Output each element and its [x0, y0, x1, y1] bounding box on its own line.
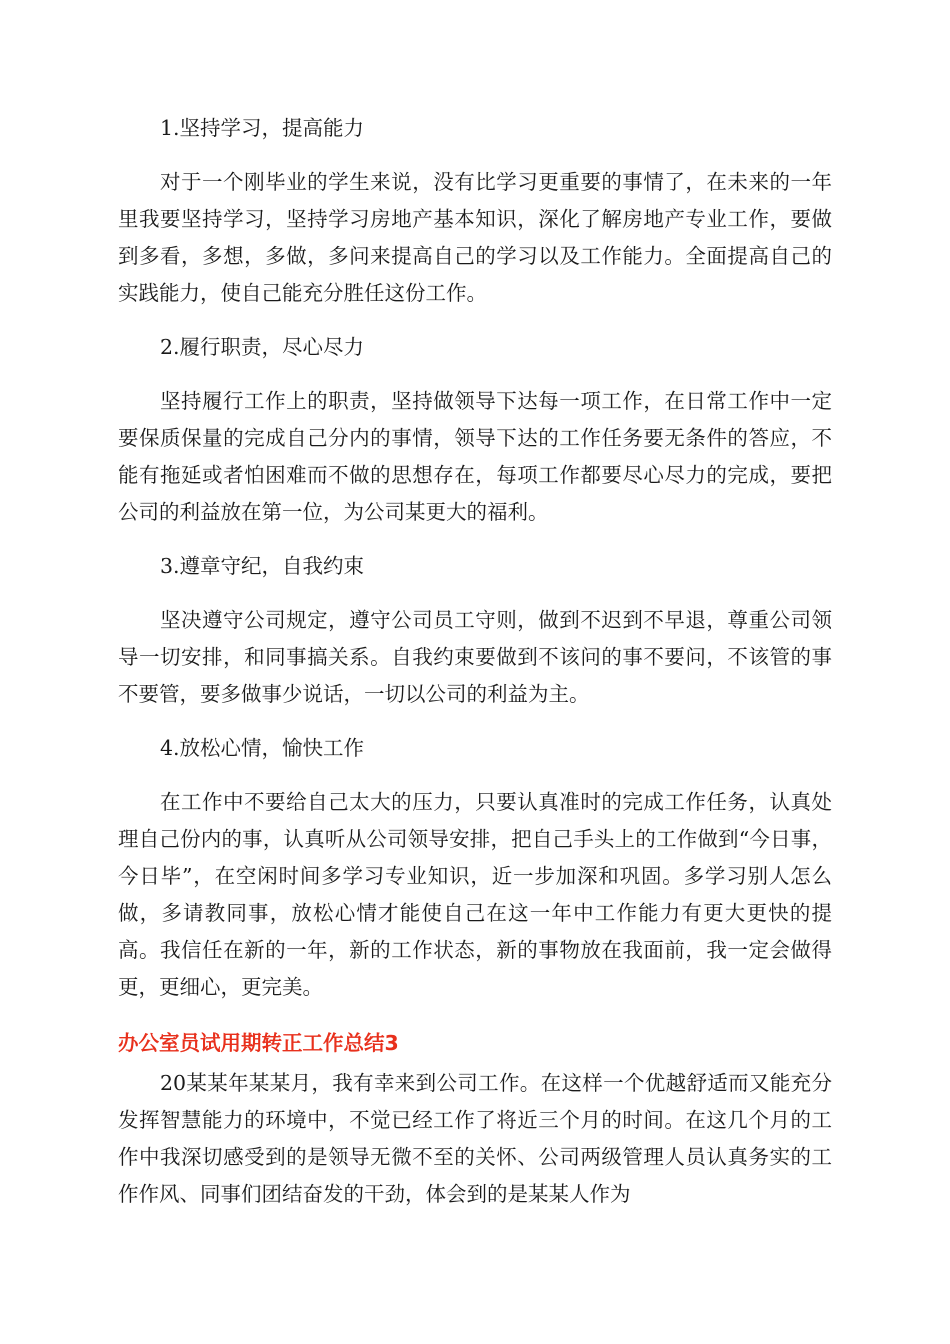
section-paragraph-2: 坚持履行工作上的职责，坚持做领导下达每一项工作，在日常工作中一定要保质保量的完成自己分内的事情，领导下达的工作任务要无条件的答应，不能有拖延或者怕困难而不做的思想存在，每项工作都要尽心尽力的完成，要把公司的利益放在第一位，为公司某更大的福利。 [118, 389, 832, 524]
section-heading-2: 2.履行职责，尽心尽力 [160, 335, 365, 359]
article-intro-paragraph: 20某某年某某月，我有幸来到公司工作。在这样一个优越舒适而又能充分发挥智慧能力的环境中，不觉已经工作了将近三个月的时间。在这几个月的工作中我深切感受到的是领导无微不至的关怀、公司两级管理人员认真务实的工作作风、同事们团结奋发的干劲，体会到的是某某人作为 [118, 1071, 832, 1206]
section-heading-3: 3.遵章守纪，自我约束 [160, 554, 365, 578]
section-heading-4: 4.放松心情，愉快工作 [160, 736, 365, 760]
section-paragraph-3: 坚决遵守公司规定，遵守公司员工守则，做到不迟到不早退，尊重公司领导一切安排，和同事搞关系。自我约束要做到不该问的事不要问，不该管的事不要管，要多做事少说话，一切以公司的利益为主。 [118, 608, 832, 706]
section-paragraph-4: 在工作中不要给自己太大的压力，只要认真准时的完成工作任务，认真处理自己份内的事，认真听从公司领导安排，把自己手头上的工作做到“今日事，今日毕”，在空闲时间多学习专业知识，近一步加深和巩固。多学习别人怎么做，多请教同事，放松心情才能使自己在这一年中工作能力有更大更快的提高。我信任在新的一年，新的工作状态，新的事物放在我面前，我一定会做得更，更细心，更完美。 [118, 790, 832, 999]
section-paragraph-1: 对于一个刚毕业的学生来说，没有比学习更重要的事情了，在未来的一年里我要坚持学习，坚持学习房地产基本知识，深化了解房地产专业工作，要做到多看，多想，多做，多问来提高自己的学习以及工作能力。全面提高自己的实践能力，使自己能充分胜任这份工作。 [118, 170, 832, 305]
section-heading-1: 1.坚持学习，提高能力 [160, 116, 365, 140]
article-title: 办公室员试用期转正工作总结3 [118, 1031, 399, 1055]
